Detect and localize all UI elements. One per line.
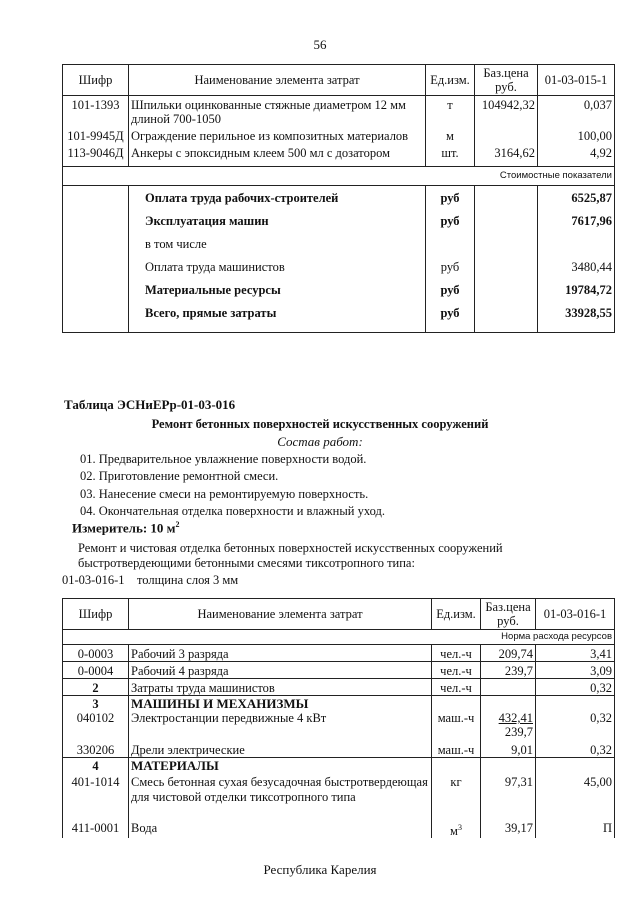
row-name: Рабочий 4 разряда: [129, 662, 432, 679]
row-value: 45,00: [536, 773, 615, 819]
header-unit: Ед.изм.: [432, 599, 481, 630]
summary-unit: руб: [426, 186, 475, 208]
summary-row: [63, 186, 615, 208]
row-price: 3164,62: [475, 143, 538, 167]
row-name: Смесь бетонная сухая безусадочная быстротвердеющая для чистовой отделки тиксотропного типа: [129, 773, 432, 819]
summary-name: Эксплуатация машин: [129, 207, 426, 230]
table-header-row: [63, 65, 615, 96]
header-rate: 01-03-016-1: [536, 599, 615, 630]
row-price: 432,41: [498, 711, 533, 725]
row-value: 0,32: [536, 679, 615, 696]
work-description: Ремонт и чистовая отделка бетонных поверхностей искусственных сооружений быстротвердеющими бетонными смесями тиксотропного типа:: [78, 541, 503, 570]
summary-row: [63, 299, 615, 333]
cost-table-01-03-015: [62, 64, 615, 333]
work-step: 04. Окончательная отделка поверхности и влажный уход.: [80, 504, 385, 518]
row-unit: чел.-ч: [432, 662, 481, 679]
row-price: 97,31: [481, 773, 536, 819]
unit-superscript: 3: [457, 823, 462, 832]
row-unit: [432, 819, 481, 838]
summary-row: [63, 230, 615, 253]
row-price: [475, 126, 538, 143]
unit-text: м: [450, 824, 458, 839]
section-name: МАШИНЫ И МЕХАНИЗМЫ: [129, 696, 432, 712]
summary-value: 7617,96: [538, 207, 615, 230]
table-row: [63, 126, 615, 143]
row-code: 401-1014: [63, 773, 129, 819]
table-row: [63, 679, 615, 696]
table-row: [63, 96, 615, 127]
summary-name: Оплата труда машинистов: [129, 253, 426, 276]
row-price: 209,74: [481, 645, 536, 662]
composition-label: Состав работ:: [277, 434, 363, 449]
row-code: 411-0001: [63, 819, 129, 838]
cost-subheader-row: [63, 167, 615, 186]
summary-value: 3480,44: [538, 253, 615, 276]
header-price: Баз.цена руб.: [475, 65, 538, 96]
header-unit: Ед.изм.: [426, 65, 475, 96]
section-name: МАТЕРИАЛЫ: [129, 758, 432, 774]
summary-row: [63, 276, 615, 299]
summary-unit: руб: [426, 207, 475, 230]
row-name: Рабочий 3 разряда: [129, 645, 432, 662]
section-row-machines: [63, 696, 615, 712]
page-number: 56: [313, 37, 327, 52]
row-unit: кг: [432, 773, 481, 819]
table-subtitle: Ремонт бетонных поверхностей искусственных сооружений: [151, 417, 489, 431]
summary-name: Материальные ресурсы: [129, 276, 426, 299]
measure-unit: [72, 520, 180, 536]
table-row: [63, 645, 615, 662]
summary-name: Оплата труда рабочих-строителей: [129, 186, 426, 208]
summary-value: 19784,72: [538, 276, 615, 299]
row-code: 101-9945Д: [63, 126, 129, 143]
row-value: 0,32: [536, 741, 615, 758]
row-name: Вода: [129, 819, 432, 838]
header-rate: 01-03-015-1: [538, 65, 615, 96]
summary-name: в том числе: [129, 230, 426, 253]
summary-row: [63, 207, 615, 230]
table-row: [63, 741, 615, 758]
row-name: Электростанции передвижные 4 кВт: [129, 711, 432, 741]
row-unit: чел.-ч: [432, 645, 481, 662]
resource-subheader: Норма расхода ресурсов: [63, 630, 615, 645]
resource-subheader-row: [63, 630, 615, 645]
row-code: 101-1393: [63, 96, 129, 127]
header-code: Шифр: [63, 65, 129, 96]
row-price: 39,17: [481, 819, 536, 838]
row-code: 330206: [63, 741, 129, 758]
summary-unit: руб: [426, 253, 475, 276]
row-value: 3,41: [536, 645, 615, 662]
row-code: 0-0003: [63, 645, 129, 662]
section-code: 3: [63, 696, 129, 712]
row-price-secondary: 239,7: [504, 725, 533, 739]
row-name: Дрели электрические: [129, 741, 432, 758]
table-row: [63, 711, 615, 741]
row-unit: м: [426, 126, 475, 143]
table-header-row: [63, 599, 615, 630]
row-value: 0,037: [538, 96, 615, 127]
row-price: 9,01: [481, 741, 536, 758]
header-name: Наименование элемента затрат: [129, 599, 432, 630]
table-row: [63, 773, 615, 819]
row-code: 2: [63, 679, 129, 696]
work-step: 01. Предварительное увлажнение поверхности водой.: [80, 452, 367, 466]
summary-unit: руб: [426, 276, 475, 299]
table-row: [63, 662, 615, 679]
table-row: [63, 819, 615, 838]
row-value: 3,09: [536, 662, 615, 679]
summary-value: 33928,55: [538, 299, 615, 333]
row-name: Шпильки оцинкованные стяжные диаметром 12 мм длиной 700-1050: [129, 96, 426, 127]
summary-row: [63, 253, 615, 276]
summary-unit: руб: [426, 299, 475, 333]
row-value: П: [536, 819, 615, 838]
row-name: Ограждение перильное из композитных материалов: [129, 126, 426, 143]
section-row-materials: [63, 758, 615, 774]
table-title: Таблица ЭСНиЕРр-01-03-016: [64, 397, 236, 412]
row-price-stack: [481, 711, 536, 741]
row-value: 4,92: [538, 143, 615, 167]
header-name: Наименование элемента затрат: [129, 65, 426, 96]
row-value: 0,32: [536, 711, 615, 741]
row-name: Анкеры с эпоксидным клеем 500 мл с дозатором: [129, 143, 426, 167]
resource-table-01-03-016: [62, 598, 615, 838]
row-code: 0-0004: [63, 662, 129, 679]
measure-superscript: 2: [175, 520, 180, 529]
section-code: 4: [63, 758, 129, 774]
row-price: 104942,32: [475, 96, 538, 127]
table-row: [63, 143, 615, 167]
row-unit: маш.-ч: [432, 711, 481, 741]
row-code: 040102: [63, 711, 129, 741]
row-unit: шт.: [426, 143, 475, 167]
measure-label: Измеритель: 10 м: [72, 520, 176, 536]
header-price: Баз.цена руб.: [481, 599, 536, 630]
row-value: 100,00: [538, 126, 615, 143]
row-unit: маш.-ч: [432, 741, 481, 758]
row-price: 239,7: [481, 662, 536, 679]
work-step: 03. Нанесение смеси на ремонтируемую поверхность.: [80, 487, 369, 501]
row-code: 113-9046Д: [63, 143, 129, 167]
page-footer: Республика Карелия: [263, 862, 377, 877]
row-unit: чел.-ч: [432, 679, 481, 696]
header-code: Шифр: [63, 599, 129, 630]
row-unit: т: [426, 96, 475, 127]
work-step: 02. Приготовление ремонтной смеси.: [80, 469, 279, 483]
cost-subheader: Стоимостные показатели: [63, 167, 615, 186]
norm-code-line: 01-03-016-1 толщина слоя 3 мм: [62, 573, 239, 587]
summary-name: Всего, прямые затраты: [129, 299, 426, 333]
row-name: Затраты труда машинистов: [129, 679, 432, 696]
summary-value: 6525,87: [538, 186, 615, 208]
